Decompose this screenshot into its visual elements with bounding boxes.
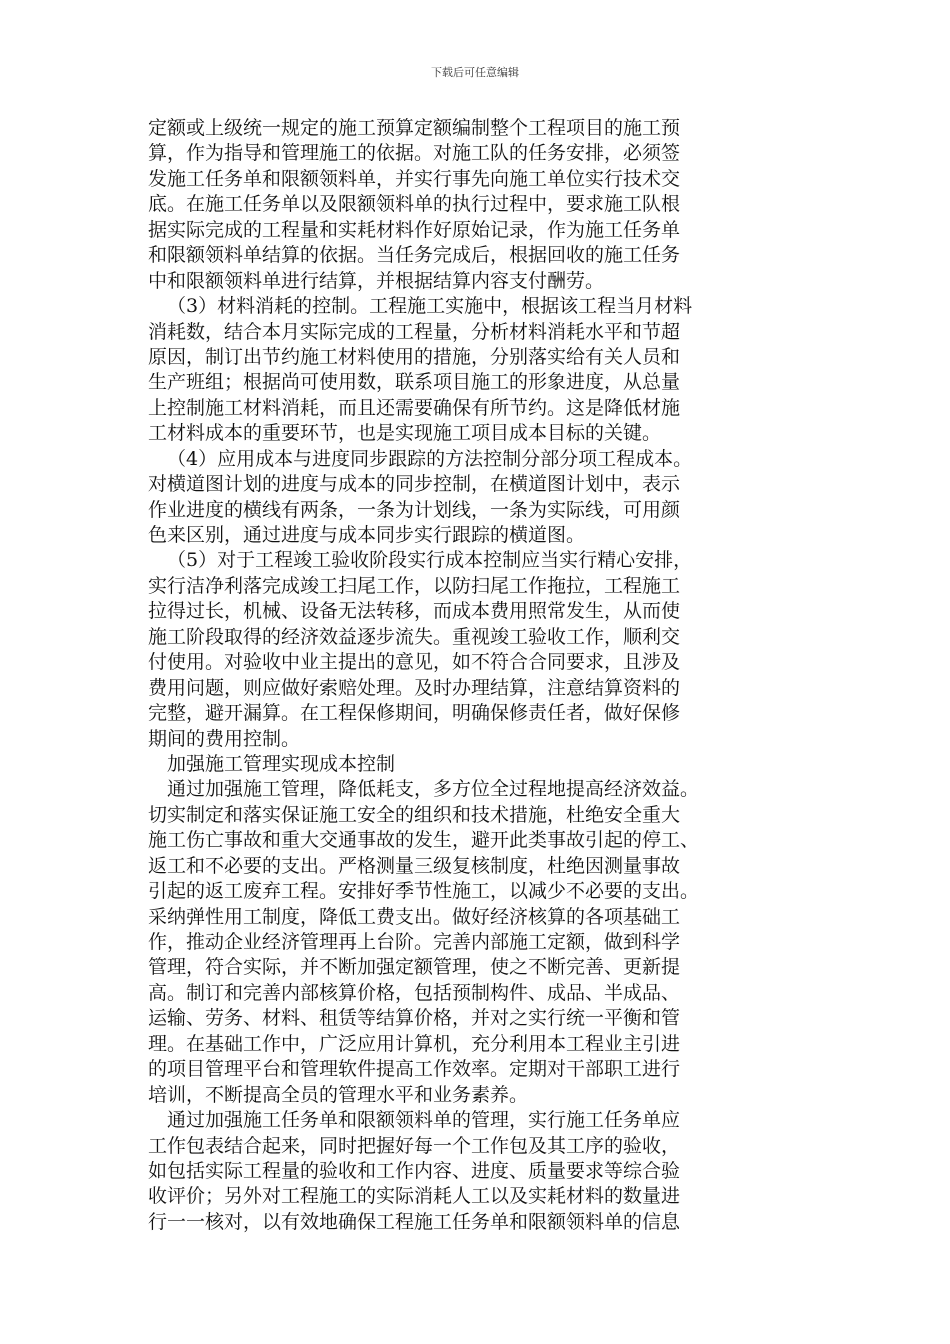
text-line: 拉得过长，机械、设备无法转移，而成本费用照常发生，从而使: [148, 600, 681, 623]
text-line: （4）应用成本与进度同步跟踪的方法控制分部分项工程成本。: [167, 447, 693, 470]
text-line: 施工阶段取得的经济效益逐步流失。重视竣工验收工作，顺利交: [148, 625, 681, 648]
text-line: 对横道图计划的进度与成本的同步控制，在横道图计划中，表示: [148, 473, 681, 496]
text-line: （5）对于工程竣工验收阶段实行成本控制应当实行精心安排，: [167, 549, 693, 572]
text-line: 据实际完成的工程量和实耗材料作好原始记录，作为施工任务单: [148, 218, 681, 241]
text-line: 培训，不断提高全员的管理水平和业务素养。: [148, 1083, 529, 1106]
text-line: 付使用。对验收中业主提出的意见，如不符合合同要求，且涉及: [148, 651, 681, 674]
text-line: 返工和不必要的支出。严格测量三级复核制度，杜绝因测量事故: [148, 854, 681, 877]
text-line: 切实制定和落实保证施工安全的组织和技术措施，杜绝安全重大: [148, 803, 681, 826]
text-line: 行一一核对，以有效地确保工程施工任务单和限额领料单的信息: [148, 1210, 681, 1233]
text-line: 中和限额领料单进行结算，并根据结算内容支付酬劳。: [148, 269, 605, 292]
text-line: 完整，避开漏算。在工程保修期间，明确保修责任者，做好保修: [148, 702, 681, 725]
text-line: 期间的费用控制。: [148, 727, 301, 750]
text-line: 如包括实际工程量的验收和工作内容、进度、质量要求等综合验: [148, 1159, 681, 1182]
text-line: 算，作为指导和管理施工的依据。对施工队的任务安排，必须签: [148, 142, 681, 165]
text-line: 色来区别，通过进度与成本同步实行跟踪的横道图。: [148, 524, 586, 546]
text-line: 作业进度的横线有两条，一条为计划线，一条为实际线，可用颜: [148, 498, 681, 521]
text-line: 理。在基础工作中，广泛应用计算机，充分利用本工程业主引进: [148, 1032, 681, 1055]
text-line: 费用问题，则应做好索赔处理。及时办理结算，注意结算资料的: [148, 676, 681, 699]
text-line: 原因，制订出节约施工材料使用的措施，分别落实给有关人员和: [148, 345, 681, 368]
text-line: 工作包表结合起来，同时把握好每一个工作包及其工序的验收，: [148, 1134, 681, 1157]
text-line: 发施工任务单和限额领料单，并实行事先向施工单位实行技术交: [148, 167, 681, 190]
text-line: 采纳弹性用工制度，降低工费支出。做好经济核算的各项基础工: [148, 905, 681, 928]
section-heading: 加强施工管理实现成本控制: [167, 752, 396, 775]
text-line: 运输、劳务、材料、租赁等结算价格，并对之实行统一平衡和管: [148, 1007, 681, 1030]
text-line: 引起的返工废弃工程。安排好季节性施工，以减少不必要的支出。: [148, 880, 700, 903]
text-line: 高。制订和完善内部核算价格，包括预制构件、成品、半成品、: [148, 981, 681, 1004]
text-line: 定额或上级统一规定的施工预算定额编制整个工程项目的施工预: [148, 117, 681, 139]
text-line: 作，推动企业经济管理再上台阶。完善内部施工定额，做到科学: [148, 931, 681, 953]
text-line: 的项目管理平台和管理软件提高工作效率。定期对干部职工进行: [148, 1058, 681, 1081]
text-line: 管理，符合实际，并不断加强定额管理，使之不断完善、更新提: [148, 956, 681, 979]
text-line: 工材料成本的重要环节，也是实现施工项目成本目标的关键。: [148, 422, 662, 445]
text-line: （3）材料消耗的控制。工程施工实施中，根据该工程当月材料: [167, 295, 693, 318]
text-line: 上控制施工材料消耗，而且还需要确保有所节约。这是降低材施: [148, 396, 681, 419]
text-line: 和限额领料单结算的依据。当任务完成后，根据回收的施工任务: [148, 244, 681, 267]
text-line: 收评价；另外对工程施工的实际消耗人工以及实耗材料的数量进: [148, 1185, 681, 1208]
text-line: 通过加强施工任务单和限额领料单的管理，实行施工任务单应: [167, 1109, 681, 1132]
text-line: 生产班组；根据尚可使用数，联系项目施工的形象进度，从总量: [148, 371, 681, 394]
text-line: 底。在施工任务单以及限额领料单的执行过程中，要求施工队根: [148, 193, 681, 216]
text-line: 实行洁净利落完成竣工扫尾工作，以防扫尾工作拖拉，工程施工: [148, 574, 681, 597]
text-line: 通过加强施工管理，降低耗支，多方位全过程地提高经济效益。: [167, 778, 700, 801]
document-body: [148, 116, 788, 1235]
page-header: 下载后可任意编辑: [431, 66, 519, 79]
text-line: 施工伤亡事故和重大交通事故的发生，避开此类事故引起的停工、: [148, 829, 700, 852]
text-line: 消耗数，结合本月实际完成的工程量，分析材料消耗水平和节超: [148, 320, 681, 343]
